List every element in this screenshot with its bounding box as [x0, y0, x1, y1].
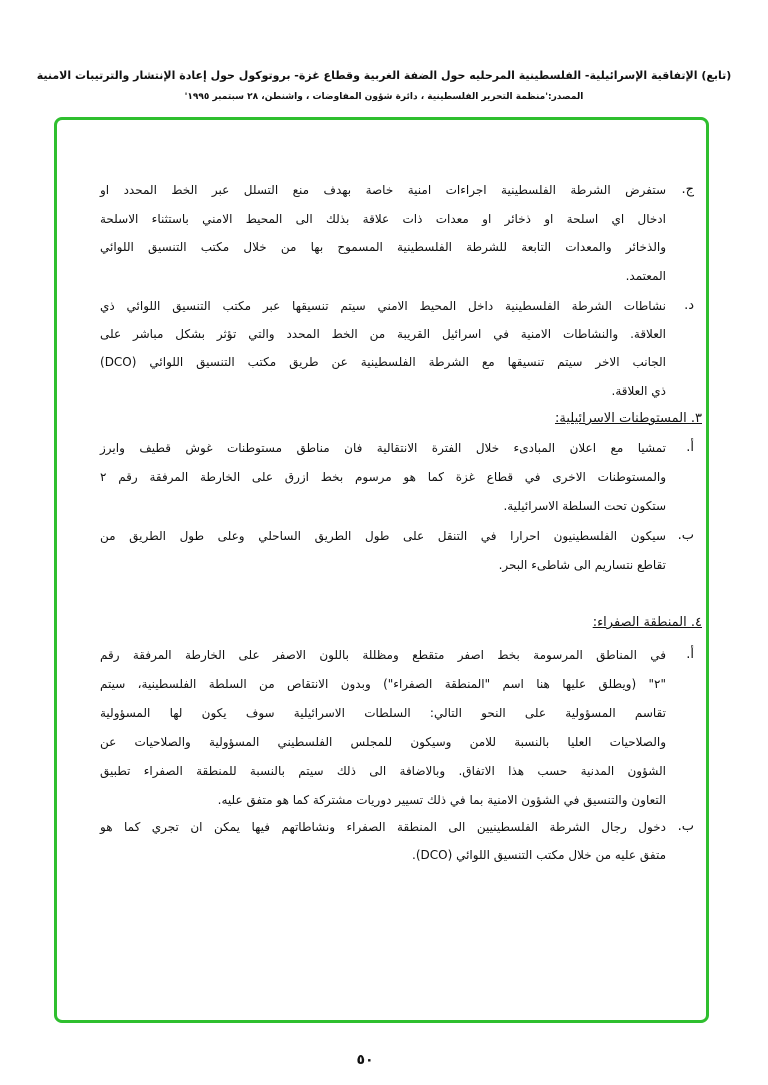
document-source: المصدر:'منظمة التحرير الفلسطينية ، دائرة شؤون المفاوضات ، واشنطن، ٢٨ سبتمبر ١٩٩٥' [184, 92, 584, 102]
paragraph-line: تقاطع نتساريم الى شاطىء البحر. [498, 558, 666, 572]
item-marker: د. [684, 298, 694, 313]
paragraph-line: "٢" (ويطلق عليها هنا اسم "المنطقة الصفراء") وبدون الانتقاص من السلطة الفلسطينية، سيتم [100, 677, 666, 691]
item-marker: أ. [686, 647, 694, 662]
paragraph-line: الجانب الاخر سيتم تنسيقها مع الشرطة الفلسطينية عن طريق مكتب التنسيق اللوائي (DCO) [100, 355, 666, 369]
paragraph-line: والذخائر والمعدات التابعة للشرطة الفلسطينية المسموح بها من خلال مكتب التنسيق اللوائي [100, 240, 666, 254]
item-marker: ج. [681, 182, 694, 197]
section-heading: ٤. المنطقة الصفراء: [592, 615, 702, 630]
document-title: (تابع) الإتفاقية الإسرائيلية- الفلسطينية المرحليه حول الضفة الغربية وقطاع غزة- بروتوكول حول إعادة الإنتشار والترتيبات الامنية [36, 69, 732, 82]
paragraph-line: العلاقة. والنشاطات الامنية في اسرائيل القريبة من الخط المحدد والتي تؤثر بشكل مباشر على [100, 327, 666, 341]
page-number: ٥٠ [356, 1052, 374, 1068]
paragraph-line: تقاسم المسؤولية على النحو التالي: السلطات الاسرائيلية سوف يكون لها المسؤولية [100, 706, 666, 720]
paragraph-line: في المناطق المرسومة بخط اصفر متقطع ومظللة باللون الاصفر على الخارطة المرفقة رقم [100, 648, 666, 662]
paragraph-line: ستكون تحت السلطة الاسرائيلية. [503, 499, 666, 513]
paragraph-line: الشؤون المدنية حسب هذا الاتفاق. وبالاضافة الى ذلك سيتم بالنسبة للمنطقة الصفراء تطبيق [100, 764, 666, 778]
paragraph-line: المعتمد. [625, 269, 666, 283]
paragraph-line: والصلاحيات العليا بالنسبة للامن وسيكون للمجلس الفلسطيني المسؤولية والصلاحيات عن [100, 735, 666, 749]
paragraph-line: ادخال اي اسلحة او ذخائر او معدات ذات علاقة بذلك الى المحيط الامني باستثناء الاسلحة [100, 212, 666, 226]
paragraph-line: متفق عليه من خلال مكتب التنسيق اللوائي (DCO). [412, 848, 666, 862]
item-marker: ب. [677, 819, 694, 834]
item-marker: أ. [686, 440, 694, 455]
paragraph-line: والمستوطنات الاخرى في قطاع غزة كما هو مرسوم بخط ازرق على الخارطة المرفقة رقم ٢ [100, 470, 666, 484]
paragraph-line: ستفرض الشرطة الفلسطينية اجراءات امنية خاصة بهدف منع التسلل عبر الخط المحدد او [100, 183, 666, 197]
item-marker: ب. [677, 528, 694, 543]
paragraph-line: التعاون والتنسيق في الشؤون الامنية بما في ذلك تسيير دوريات مشتركة كما هو متفق عليه. [217, 793, 666, 807]
paragraph-line: دخول رجال الشرطة الفلسطينيين الى المنطقة الصفراء ونشاطاتهم فيها يمكن ان تجري كما هو [100, 820, 666, 834]
section-heading: ٣. المستوطنات الاسرائيلية: [555, 411, 702, 426]
paragraph-line: سيكون الفلسطينيون احرارا في التنقل على طول الطريق الساحلي وعلى طول الطريق من [100, 529, 666, 543]
paragraph-line: تمشيا مع اعلان المبادىء خلال الفترة الانتقالية فان مناطق مستوطنات غوش قطيف وايرز [100, 441, 666, 455]
paragraph-line: نشاطات الشرطة الفلسطينية داخل المحيط الامني سيتم تنسيقها عبر مكتب التنسيق اللوائي ذي [100, 299, 666, 313]
paragraph-line: ذي العلاقة. [611, 384, 666, 398]
